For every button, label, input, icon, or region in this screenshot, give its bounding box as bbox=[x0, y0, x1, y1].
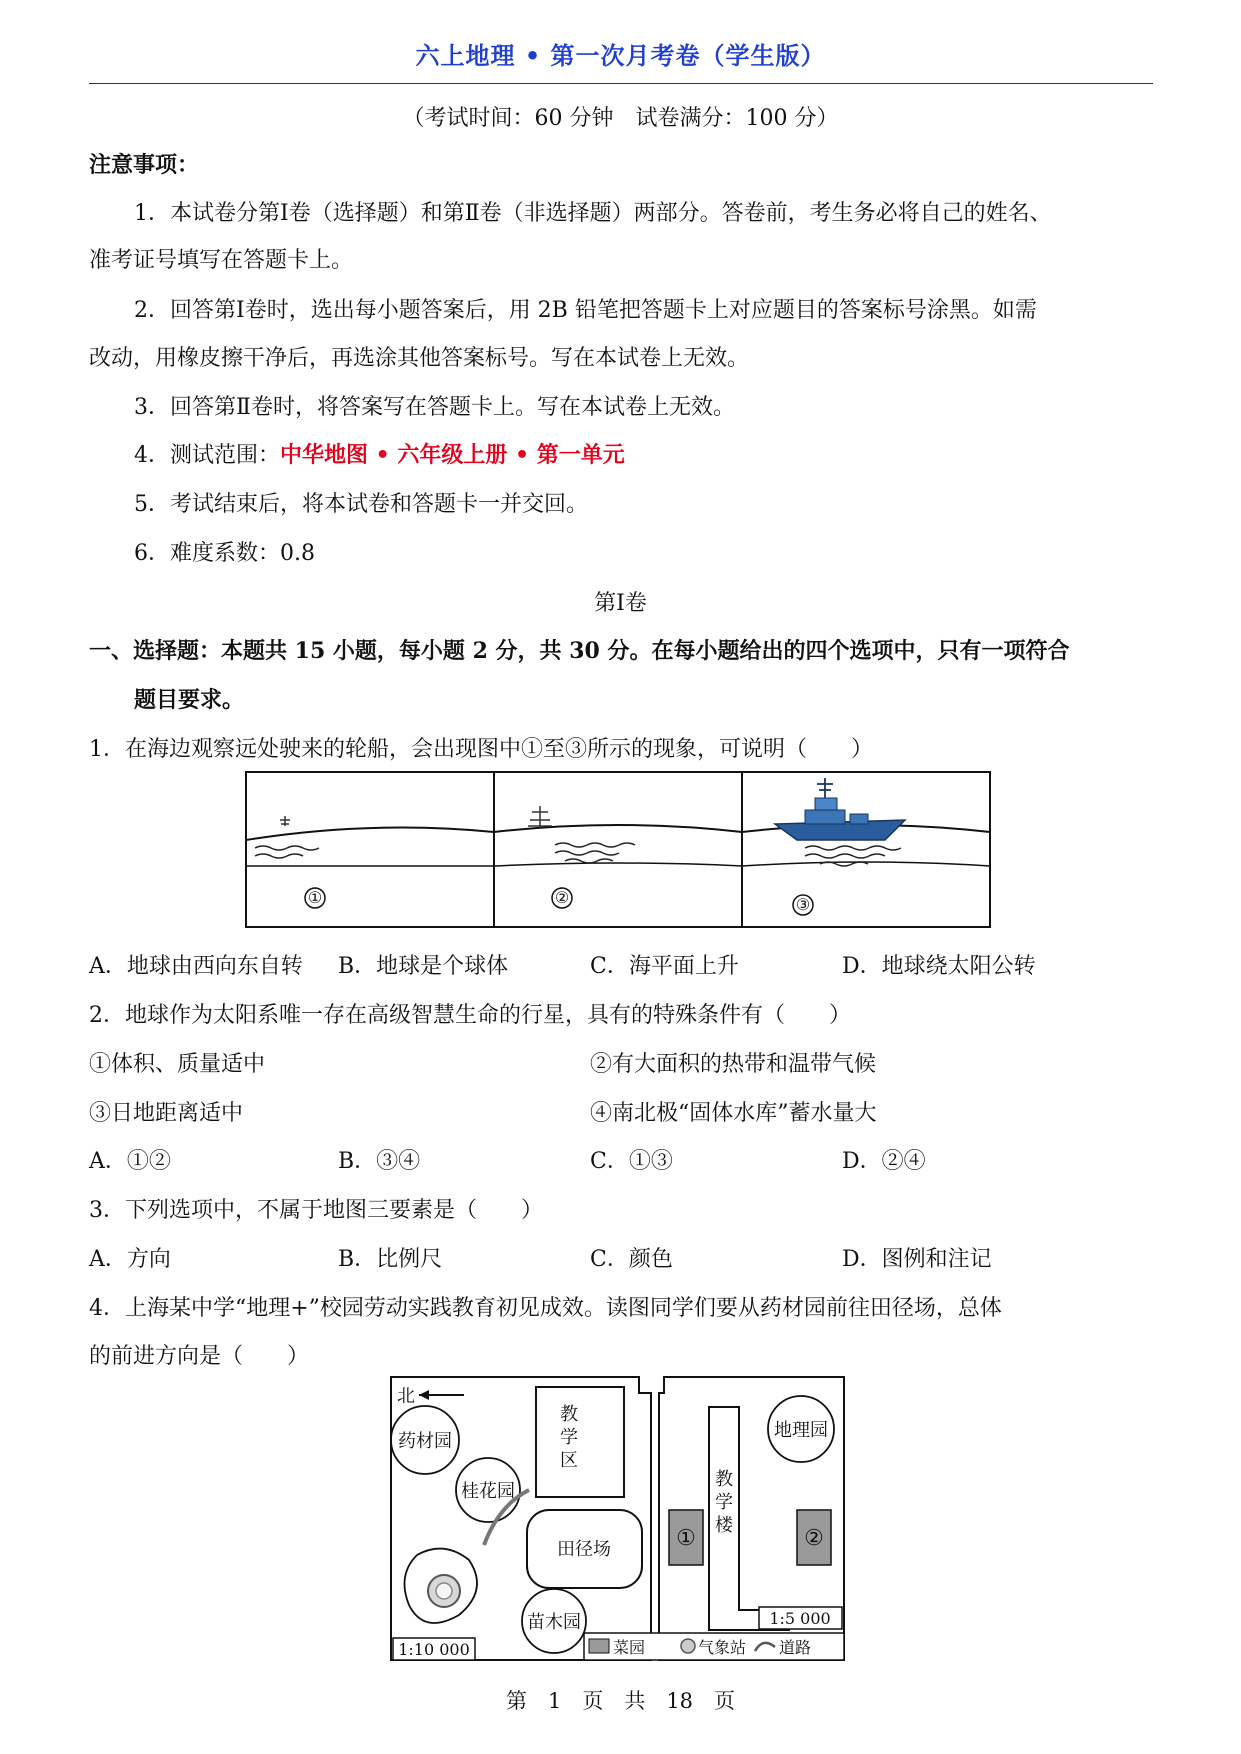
q3-option-b: B．比例尺 bbox=[338, 1247, 443, 1272]
notice-item-5: 5．考试结束后，将本试卷和答题卡一并交回。 bbox=[134, 492, 588, 517]
question-4-stem: 4．上海某中学“地理+”校园劳动实践教育初见成效。读图同学们要从药材园前往田径场，总体 bbox=[89, 1296, 1002, 1321]
north-arrow-icon bbox=[419, 1390, 464, 1400]
north-label: 北 bbox=[397, 1386, 415, 1407]
exam-info: （考试时间：60 分钟 试卷满分：100 分） bbox=[402, 106, 839, 131]
question-4-stem-cont: 的前进方向是（ ） bbox=[89, 1344, 310, 1369]
panel-label-1: ① bbox=[307, 888, 323, 907]
test-scope: 中华地图 • 六年级上册 • 第一单元 bbox=[280, 443, 625, 468]
q2-condition-4: ④南北极“固体水库”蓄水量大 bbox=[590, 1101, 877, 1126]
page-header-title: 六上地理 • 第一次月考卷（学生版） bbox=[415, 42, 826, 70]
notice-item-2-cont: 改动，用橡皮擦干净后，再选涂其他答案标号。写在本试卷上无效。 bbox=[89, 346, 750, 371]
notice-item-2: 2．回答第Ⅰ卷时，选出每小题答案后，用 2B 铅笔把答题卡上对应题目的答案标号涂黑。如需 bbox=[134, 298, 1037, 323]
q1-option-a: A．地球由西向东自转 bbox=[89, 954, 303, 979]
ship-mast-mid bbox=[528, 806, 552, 828]
legend-plot-label: 菜园 bbox=[613, 1638, 646, 1657]
q2-option-b: B．③④ bbox=[338, 1149, 421, 1174]
q2-condition-3: ③日地距离适中 bbox=[89, 1101, 244, 1126]
q1-option-d: D．地球绕太阳公转 bbox=[842, 954, 1036, 979]
teaching-building-label-3: 楼 bbox=[715, 1515, 733, 1536]
legend-station-icon bbox=[681, 1639, 695, 1653]
weather-station-icon bbox=[428, 1575, 460, 1607]
teaching-area-label-1: 教 bbox=[560, 1404, 578, 1425]
question-1-stem: 1．在海边观察远处驶来的轮船，会出现图中①至③所示的现象，可说明（ ） bbox=[89, 737, 873, 762]
legend-station-label: 气象站 bbox=[698, 1638, 747, 1657]
panel-label-3: ③ bbox=[795, 895, 811, 914]
q2-option-d: D．②④ bbox=[842, 1149, 926, 1174]
ship-mast-far bbox=[280, 816, 290, 826]
question-2-stem: 2．地球作为太阳系唯一存在高级智慧生命的行星，具有的特殊条件有（ ） bbox=[89, 1003, 851, 1028]
q1-option-b: B．地球是个球体 bbox=[338, 954, 509, 979]
teaching-area-label-3: 区 bbox=[560, 1450, 578, 1471]
q3-option-d: D．图例和注记 bbox=[842, 1247, 992, 1272]
ship-figure bbox=[245, 770, 995, 930]
geo-garden-label: 地理园 bbox=[774, 1420, 828, 1441]
notice-item-1-cont: 准考证号填写在答题卡上。 bbox=[89, 248, 354, 273]
panel-2-frame bbox=[494, 772, 742, 927]
scale-left-label: 1:10 000 bbox=[398, 1640, 470, 1659]
q1-option-c: C．海平面上升 bbox=[590, 954, 739, 979]
teaching-building-label-2: 学 bbox=[715, 1492, 733, 1513]
q3-option-c: C．颜色 bbox=[590, 1247, 673, 1272]
herb-garden-label: 药材园 bbox=[398, 1431, 452, 1452]
plot-1-label: ① bbox=[676, 1526, 696, 1551]
q2-condition-2: ②有大面积的热带和温带气候 bbox=[590, 1052, 877, 1077]
section-heading-cont: 题目要求。 bbox=[134, 687, 245, 713]
volume-title: 第Ⅰ卷 bbox=[594, 591, 647, 616]
legend-road-label: 道路 bbox=[779, 1638, 812, 1657]
notice-item-4 bbox=[134, 438, 625, 469]
nursery-label: 苗木园 bbox=[527, 1612, 581, 1633]
teaching-area-label-2: 学 bbox=[560, 1427, 578, 1448]
notice-item-4-prefix: 4．测试范围： bbox=[134, 443, 280, 468]
header-divider bbox=[89, 83, 1153, 84]
osmanthus-garden-label: 桂花园 bbox=[461, 1481, 515, 1502]
notice-item-3: 3．回答第Ⅱ卷时，将答案写在答题卡上。写在本试卷上无效。 bbox=[134, 395, 735, 420]
notice-heading: 注意事项： bbox=[89, 152, 200, 178]
track-field-label: 田径场 bbox=[557, 1539, 611, 1560]
notice-item-1: 1．本试卷分第Ⅰ卷（选择题）和第Ⅱ卷（非选择题）两部分。答卷前，考生务必将自己的姓名、 bbox=[134, 201, 1052, 226]
plot-2-label: ② bbox=[804, 1526, 824, 1551]
notice-item-6: 6．难度系数：0.8 bbox=[134, 541, 315, 566]
q2-condition-1: ①体积、质量适中 bbox=[89, 1052, 266, 1077]
question-3-stem: 3．下列选项中，不属于地图三要素是（ ） bbox=[89, 1198, 543, 1223]
teaching-area-box bbox=[536, 1387, 624, 1497]
q2-option-c: C．①③ bbox=[590, 1149, 673, 1174]
page-footer: 第 1 页 共 18 页 bbox=[505, 1689, 736, 1713]
legend-plot-swatch bbox=[589, 1639, 609, 1653]
teaching-building-label-1: 教 bbox=[715, 1469, 733, 1490]
scale-right-label: 1:5 000 bbox=[769, 1609, 831, 1628]
campus-map bbox=[389, 1375, 849, 1665]
q2-option-a: A．①② bbox=[89, 1149, 171, 1174]
q3-option-a: A．方向 bbox=[89, 1247, 171, 1272]
panel-label-2: ② bbox=[554, 888, 570, 907]
section-heading: 一、选择题：本题共 15 小题，每小题 2 分，共 30 分。在每小题给出的四个选项中，只有一项符合 bbox=[89, 638, 1070, 664]
ship-full-icon bbox=[775, 778, 905, 840]
